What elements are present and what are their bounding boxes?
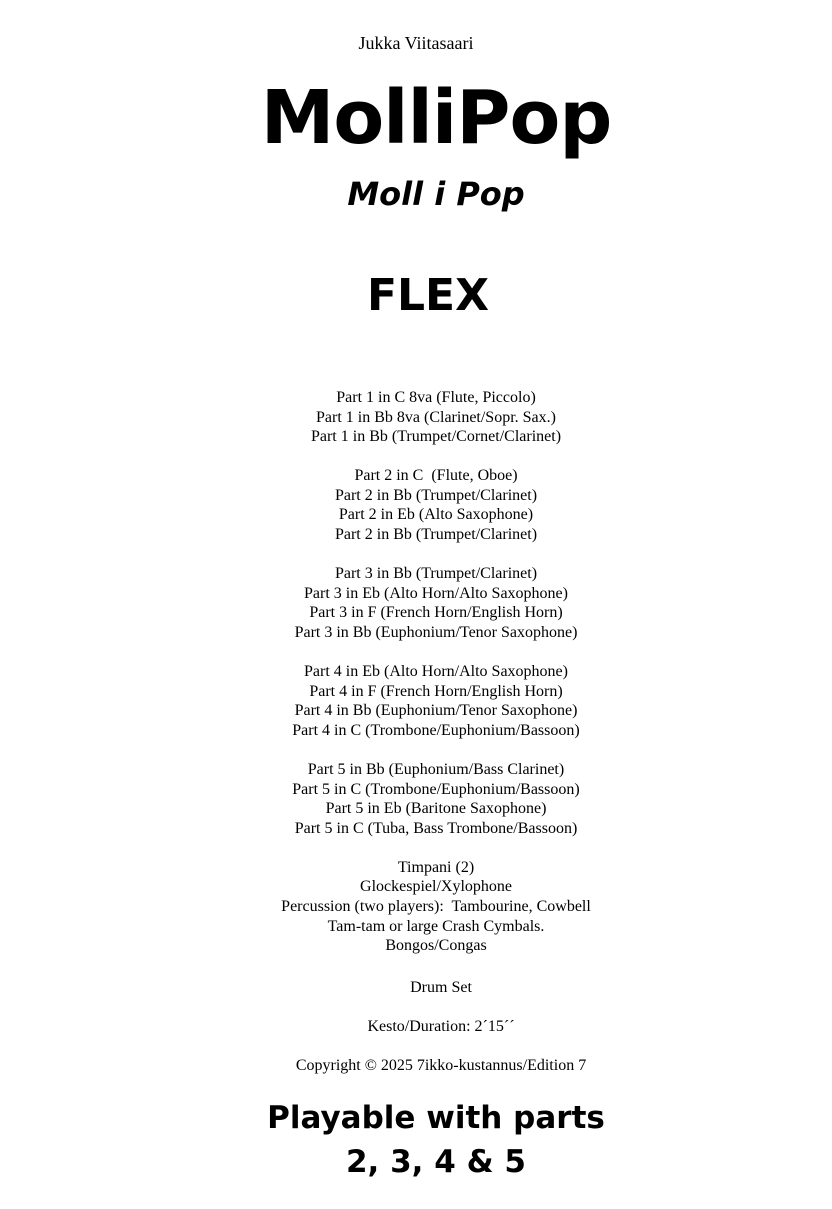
- drum-set-line: Drum Set: [410, 979, 472, 996]
- part-line: Part 3 in Bb (Trumpet/Clarinet): [334, 565, 538, 583]
- part-group-4: [0, 662, 832, 740]
- part-line: Part 4 in C (Trombone/Euphonium/Bassoon): [292, 721, 580, 739]
- piece-title: MolliPop: [260, 75, 612, 161]
- playable-note: [0, 1096, 832, 1184]
- part-line: Part 5 in C (Tuba, Bass Trombone/Bassoon): [294, 819, 578, 837]
- part-line: Part 2 in Bb (Trumpet/Clarinet): [334, 526, 538, 544]
- piece-subtitle: Moll i Pop: [347, 175, 525, 213]
- copyright-line: Copyright © 2025 7ikko-kustannus/Edition 7: [295, 1057, 587, 1074]
- part-group-5: [0, 760, 832, 838]
- instrumentation-list: [0, 388, 832, 975]
- part-line: Part 1 in Bb 8va (Clarinet/Sopr. Sax.): [316, 408, 556, 426]
- composer-name: Jukka Viitasaari: [358, 33, 474, 53]
- part-line: Part 1 in Bb (Trumpet/Cornet/Clarinet): [310, 428, 562, 446]
- part-line: Part 4 in Bb (Euphonium/Tenor Saxophone): [294, 702, 578, 720]
- percussion-line: Tam-tam or large Crash Cymbals.: [327, 917, 545, 935]
- percussion-line: Timpani (2): [397, 858, 475, 876]
- percussion-group: [0, 858, 832, 956]
- percussion-line: Glockespiel/Xylophone: [360, 878, 512, 896]
- part-group-1: [0, 388, 832, 447]
- part-group-2: [0, 466, 832, 544]
- part-line: Part 5 in Eb (Baritone Saxophone): [325, 800, 547, 818]
- edition-label: FLEX: [366, 270, 490, 321]
- percussion-line: Bongos/Congas: [385, 937, 487, 955]
- part-line: Part 2 in Eb (Alto Saxophone): [338, 506, 534, 524]
- part-line: Part 1 in C 8va (Flute, Piccolo): [336, 389, 536, 406]
- part-group-3: [0, 564, 832, 642]
- part-line: Part 2 in C (Flute, Oboe): [354, 467, 518, 485]
- part-line: Part 3 in Bb (Euphonium/Tenor Saxophone): [294, 623, 578, 641]
- playable-line-1: Playable with parts: [267, 1100, 605, 1136]
- part-line: Part 5 in C (Trombone/Euphonium/Bassoon): [292, 780, 580, 798]
- part-line: Part 4 in F (French Horn/English Horn): [309, 682, 563, 700]
- part-line: Part 3 in Eb (Alto Horn/Alto Saxophone): [304, 584, 568, 602]
- duration-line: Kesto/Duration: 2´15´´: [367, 1018, 515, 1035]
- playable-line-2: 2, 3, 4 & 5: [345, 1144, 527, 1180]
- part-line: Part 3 in F (French Horn/English Horn): [309, 604, 563, 622]
- part-line: Part 5 in Bb (Euphonium/Bass Clarinet): [307, 760, 565, 778]
- part-line: Part 2 in Bb (Trumpet/Clarinet): [334, 486, 538, 504]
- percussion-line: Percussion (two players): Tambourine, Cowbell: [281, 897, 591, 915]
- part-line: Part 4 in Eb (Alto Horn/Alto Saxophone): [304, 663, 568, 681]
